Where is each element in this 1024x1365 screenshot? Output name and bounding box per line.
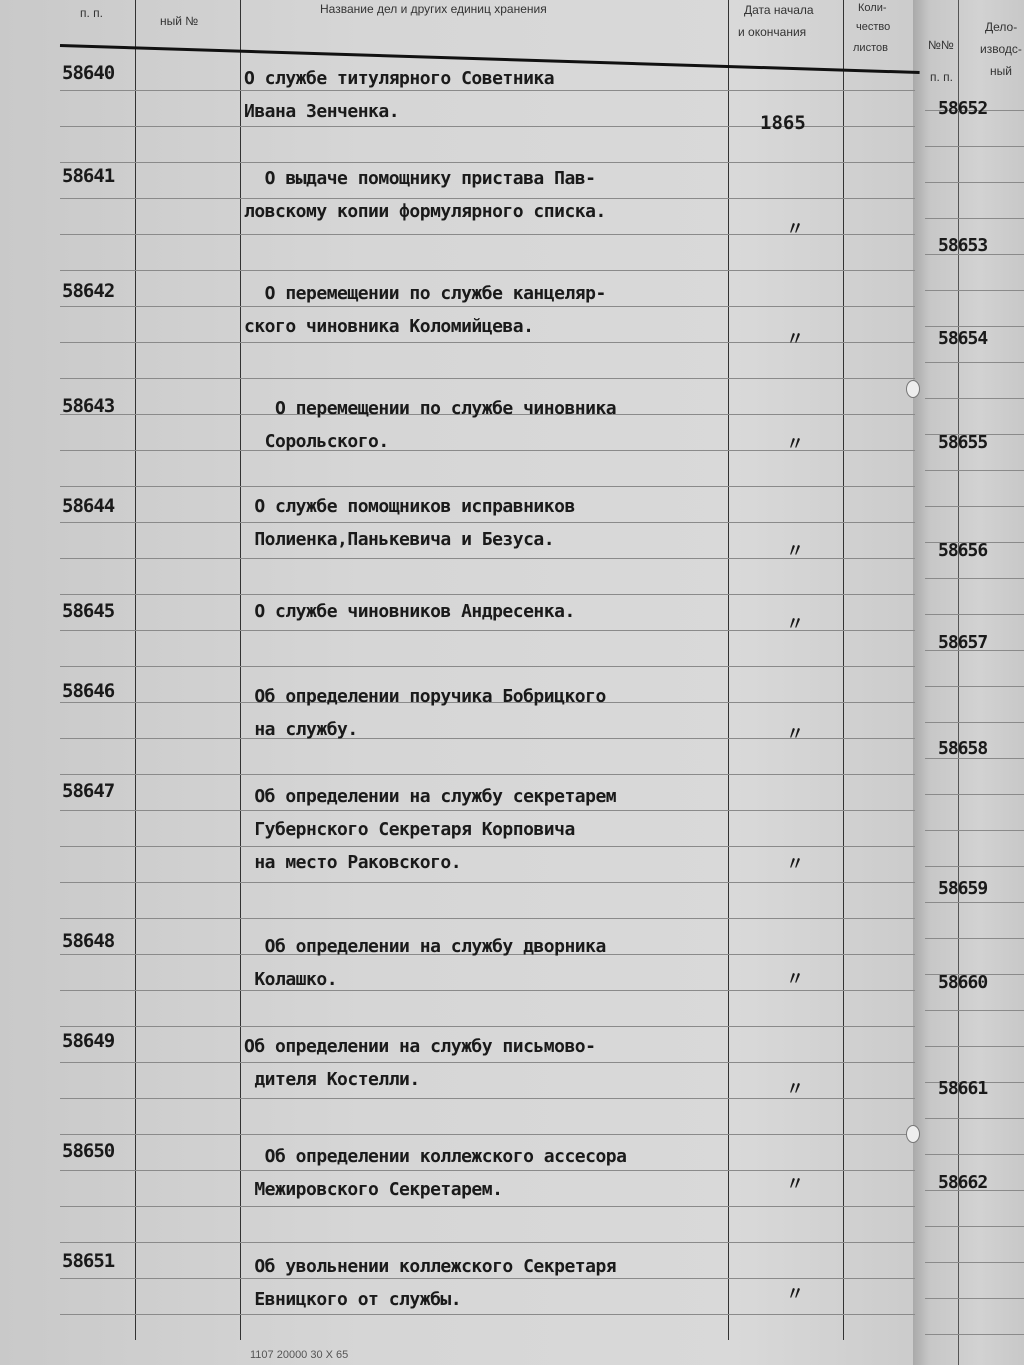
entry-title <box>244 595 575 628</box>
ruled-line <box>925 506 1024 507</box>
entry-title-line: Межировского Секретарем. <box>244 1179 503 1200</box>
entry-title-line: ского чиновника Коломийцева. <box>244 316 534 337</box>
ditto-mark: 〃 <box>786 541 804 562</box>
entry-number: 58646 <box>62 680 115 702</box>
entry-number: 58649 <box>62 1030 115 1052</box>
ditto-mark: 〃 <box>786 724 804 745</box>
column-divider <box>958 0 959 1365</box>
ruled-line <box>925 1334 1024 1335</box>
header-dates: и окончания <box>738 25 807 39</box>
binding-hole <box>906 1125 920 1143</box>
ditto-mark: 〃 <box>786 1079 804 1100</box>
entry-title-line: Колашко. <box>244 969 338 990</box>
entry-title-line: Губернского Секретаря Корповича <box>244 819 575 840</box>
right-header-office-1: Дело- <box>985 20 1018 34</box>
entry-title-line: на службу. <box>244 719 358 740</box>
entry-title-line: О выдаче помощнику пристава Пав- <box>244 168 596 189</box>
entry-title <box>244 1250 616 1316</box>
entry-title <box>244 780 616 879</box>
entry-number: 58648 <box>62 930 115 952</box>
print-footer: 1107 20000 30 Х 65 <box>250 1349 349 1361</box>
ruled-line <box>60 378 915 379</box>
ruled-line <box>925 830 1024 831</box>
right-page-entry-number: 58653 <box>938 235 988 256</box>
ruled-line <box>925 866 1024 867</box>
ruled-line <box>925 290 1024 291</box>
entry-number: 58651 <box>62 1250 115 1272</box>
entry-number: 58642 <box>62 280 115 302</box>
ditto-mark: 〃 <box>786 1284 804 1305</box>
ruled-line <box>925 326 1024 327</box>
header-sheets-2: чество <box>856 21 891 33</box>
entry-title-line: Об увольнении коллежского Секретаря <box>244 1256 617 1277</box>
ruled-line <box>60 1026 915 1027</box>
ditto-mark: 〃 <box>786 219 804 240</box>
column-divider <box>728 0 729 1340</box>
binding-hole <box>906 380 920 398</box>
ruled-line <box>60 270 915 271</box>
ruled-line <box>925 686 1024 687</box>
entry-title-line: Об определении на службу секретарем <box>244 786 617 807</box>
column-divider <box>135 0 136 1340</box>
right-header-number-2: п. п. <box>930 70 953 84</box>
ruled-line <box>925 1298 1024 1299</box>
right-page-entry-number: 58660 <box>938 972 988 993</box>
ditto-mark: 〃 <box>786 614 804 635</box>
ruled-line <box>925 218 1024 219</box>
entry-title-line: Полиенка,Панькевича и Безуса. <box>244 529 555 550</box>
right-header-office-3: ный <box>990 64 1012 78</box>
entry-title <box>244 162 606 228</box>
entry-title <box>244 62 554 128</box>
entry-number: 58645 <box>62 600 115 622</box>
entry-number: 58647 <box>62 780 115 802</box>
entry-title-line: Об определении коллежского ассесора <box>244 1146 627 1167</box>
ruled-line <box>60 1206 915 1207</box>
entry-number: 58641 <box>62 165 115 187</box>
entry-title <box>244 392 616 458</box>
entry-title <box>244 930 606 996</box>
column-divider <box>843 0 844 1340</box>
entry-year: 1865 <box>760 112 806 134</box>
ruled-line <box>925 398 1024 399</box>
ruled-line <box>925 146 1024 147</box>
ruled-line <box>925 578 1024 579</box>
ruled-line <box>925 470 1024 471</box>
ditto-mark: 〃 <box>786 434 804 455</box>
right-header-number-1: №№ <box>928 38 954 52</box>
ditto-mark: 〃 <box>786 329 804 350</box>
ruled-line <box>925 938 1024 939</box>
header-number: п. п. <box>80 6 103 20</box>
ditto-mark: 〃 <box>786 1174 804 1195</box>
entry-title-line: ловскому копии формулярного списка. <box>244 201 606 222</box>
entry-title <box>244 277 606 343</box>
header-title: Название дел и других единиц хранения <box>320 2 547 16</box>
right-page-entry-number: 58654 <box>938 328 988 349</box>
entry-number: 58644 <box>62 495 115 517</box>
entry-title-line: О службе помощников исправников <box>244 496 575 517</box>
ruled-line <box>925 722 1024 723</box>
header-sheets-3: листов <box>853 42 888 54</box>
entry-title <box>244 1140 626 1206</box>
entry-title-line: Об определении на службу дворника <box>244 936 606 957</box>
right-page-entry-number: 58659 <box>938 878 988 899</box>
ruled-line <box>60 774 915 775</box>
entry-title-line: О перемещении по службе канцеляр- <box>244 283 606 304</box>
header-sheets-1: Коли- <box>858 2 887 14</box>
right-page-entry-number: 58661 <box>938 1078 988 1099</box>
entry-title-line: Сорольского. <box>244 431 389 452</box>
right-page-entry-number: 58662 <box>938 1172 988 1193</box>
entry-title-line: Об определении на службу письмово- <box>244 1036 596 1057</box>
right-page-entry-number: 58656 <box>938 540 988 561</box>
ruled-line <box>60 486 915 487</box>
header-dates-top: Дата начала <box>744 3 814 17</box>
entry-number: 58643 <box>62 395 115 417</box>
entry-number: 58640 <box>62 62 115 84</box>
ruled-line <box>60 1242 915 1243</box>
register-page-right <box>913 0 1024 1365</box>
entry-title-line: О службе чиновников Андресенка. <box>244 601 575 622</box>
entry-title-line: Евницкого от службы. <box>244 1289 462 1310</box>
right-page-entry-number: 58652 <box>938 98 988 119</box>
ruled-line <box>925 1010 1024 1011</box>
ruled-line <box>60 666 915 667</box>
ruled-line <box>925 1118 1024 1119</box>
entry-title-line: дителя Костелли. <box>244 1069 420 1090</box>
entry-title-line: Ивана Зенченка. <box>244 101 400 122</box>
entry-title <box>244 1030 595 1096</box>
ruled-line <box>60 1134 915 1135</box>
ditto-mark: 〃 <box>786 969 804 990</box>
entry-title-line: на место Раковского. <box>244 852 462 873</box>
ruled-line <box>925 182 1024 183</box>
right-page-entry-number: 58657 <box>938 632 988 653</box>
ruled-line <box>925 1154 1024 1155</box>
right-page-entry-number: 58658 <box>938 738 988 759</box>
ruled-line <box>925 614 1024 615</box>
entry-number: 58650 <box>62 1140 115 1162</box>
right-header-office-2: изводс- <box>980 42 1022 56</box>
column-divider <box>240 0 241 1340</box>
ditto-mark: 〃 <box>786 854 804 875</box>
ruled-line <box>925 1262 1024 1263</box>
ruled-line <box>925 1046 1024 1047</box>
entry-title <box>244 680 606 746</box>
entry-title-line: Об определении поручика Бобрицкого <box>244 686 606 707</box>
ruled-line <box>60 882 915 883</box>
ruled-line <box>925 362 1024 363</box>
entry-title <box>244 490 575 556</box>
ruled-line <box>925 1226 1024 1227</box>
ruled-line <box>925 902 1024 903</box>
entry-title-line: О службе титулярного Советника <box>244 68 555 89</box>
right-page-entry-number: 58655 <box>938 432 988 453</box>
ruled-line <box>60 918 915 919</box>
entry-title-line: О перемещении по службе чиновника <box>244 398 617 419</box>
ruled-line <box>925 794 1024 795</box>
header-old-number: ный № <box>160 14 199 28</box>
